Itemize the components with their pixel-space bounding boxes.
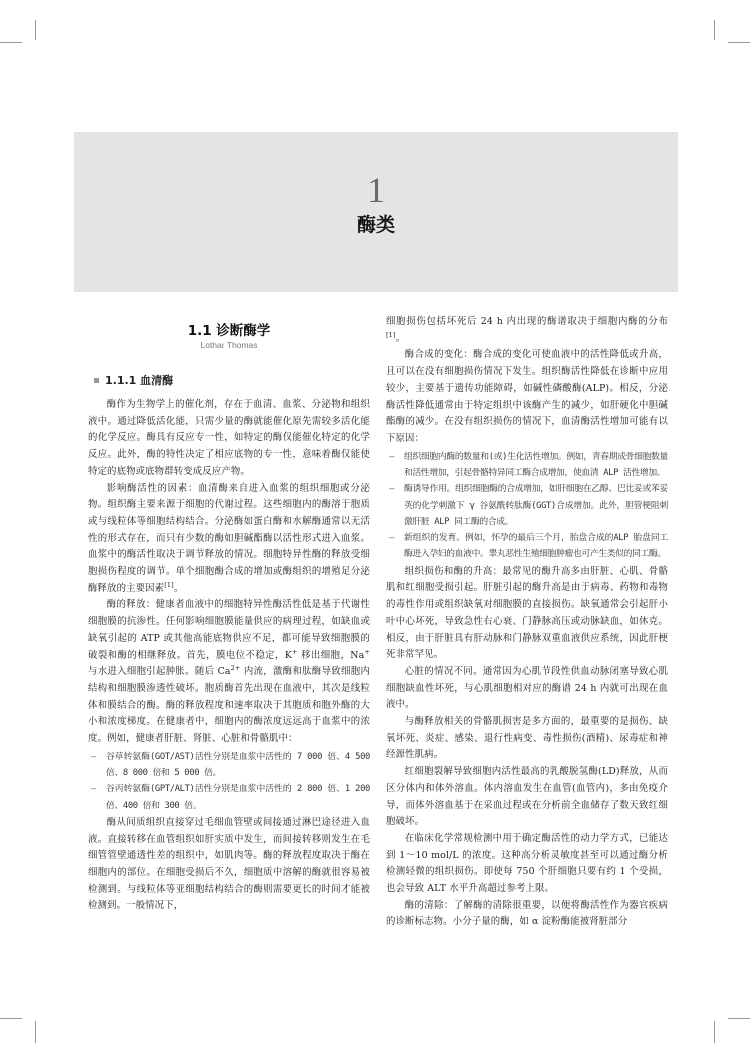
paragraph-text: 移出细胞，Na: [297, 649, 365, 661]
crop-mark: [0, 42, 22, 43]
crop-mark: [714, 1021, 715, 1043]
chapter-title: 酶类: [356, 214, 395, 236]
superscript: 2+: [230, 664, 241, 673]
paragraph: 心脏的情况不同。通常因为心肌节段性供血动脉闭塞导致心肌细胞缺血性坏死，与心肌细胞相对应的酶谱 24 h 内就可出现在血液中。: [386, 665, 668, 711]
crop-mark: [35, 1021, 36, 1043]
chapter-number: 1: [367, 170, 385, 210]
subsection-title: 1.1.1 血清酶: [105, 374, 174, 387]
paragraph: 在临床化学常规检测中用于确定酶活性的动力学方式，已能达到 1～10 mol/L 的浓度。这种高分析灵敏度甚至可以通过酶分析检测轻微的组织损伤。即使每 750 个肝细胞只要有约 1 个受损，也会导致 ALT 水平升高超过参考上限。: [386, 832, 668, 895]
paragraph: 酶从间质组织直接穿过毛细血管壁或间接通过淋巴途径进入血液。直接转移在血管组织如肝实质中发生，而间接转移则发生在毛细管管壁通透性差的组织中，如肌肉等。酶的释放程度取决于酶在细胞内的部位。在细胞受损后不久，细胞质中溶解的酶就很容易被检测到。与线粒体等亚细胞结构结合的酶则需要更长的时间才能被检测到。一般情况下，: [88, 816, 370, 912]
list-item: – 酶诱导作用。组织细胞酶的合成增加，如肝细胞在乙醇、巴比妥或苯妥英的化学刺激下 γ 谷氨酰转肽酶(GGT)合成增加。此外，胆管梗阻刺激肝脏 ALP 同工酶的合成。: [386, 481, 668, 530]
paragraph-text: 内流，激酶和肽酶导致细胞内结构和细胞膜渗透性破坏。胞质酶首先出现在血液中，其次是线粒体和膜结合的酶。酶的释放程度和速率取决于其胞质和胞外酶的大小和浓度梯度。在健康者中，细胞内的酶浓度远远高于血浆中的浓度。例如，健康者肝脏、肾脏、心脏和骨骼肌中：: [88, 666, 370, 745]
paragraph: 红细胞裂解导致细胞内活性最高的乳酸脱氢酶(LD)释放，从而区分体内和体外溶血。体内溶血发生在血管(血管内)，多由免疫介导，而体外溶血基于在采血过程或在分析前全血储存了数天致红细胞破坏。: [386, 766, 668, 828]
paragraph: [386, 314, 668, 347]
square-bullet-icon: [94, 378, 99, 383]
paragraph: [88, 597, 370, 747]
citation: [1]: [386, 330, 396, 339]
paragraph: [88, 481, 370, 598]
superscript: +: [364, 647, 370, 656]
crop-mark: [728, 42, 750, 43]
paragraph-text: 。: [173, 582, 184, 594]
chapter-banner: [74, 132, 678, 292]
crop-mark: [714, 20, 715, 40]
right-column: [386, 314, 668, 931]
paragraph: 组织损伤和酶的升高：最常见的酶升高多由肝脏、心肌、骨骼肌和红细胞受损引起。肝脏引起的酶升高是由于病毒、药物和毒物的毒性作用或组织缺氧对细胞膜的直接损伤。缺氧通常会引起肝小叶中心坏死，导致急性右心衰、门静脉高压或动脉缺血，如休克。相反，由于肝脏具有肝动脉和门静脉双重血液供应系统，因此肝梗死非常罕见。: [386, 565, 668, 661]
subsection-heading: [88, 373, 370, 389]
section-author: Lothar Thomas: [200, 340, 258, 350]
section-title: 1.1 诊断酶学: [187, 323, 271, 339]
paragraph: 酶合成的变化：酶合成的变化可使血液中的活性降低或升高，且可以在没有细胞损伤情况下发生。组织酶活性降低在诊断中应用较少，主要基于遗传功能障碍，如碱性磷酸酶(ALP)。相反，分泌酶活性降低通常由于特定组织中该酶产生的减少，如肝硬化中胆碱酯酶的减少。在没有组织损伤的情况下，血清酶活性增加可能有以下原因：: [386, 349, 668, 444]
crop-mark: [35, 20, 36, 40]
paragraph-text: 与水进入细胞引起肿胀。随后 Ca: [88, 666, 231, 678]
citation: [1]: [164, 580, 174, 589]
paragraph-text: 影响酶活性的因素：血清酶来自进入血浆的组织细胞或分泌物。组织酶主要来源于细胞的代谢过程。这些细胞内的酶溶于胞质或与线粒体等细胞结构结合。分泌酶如蛋白酶和水解酶通常以无活性的形式存在，而只有少数的酶如胆碱酯酶以活性形式进入血浆。血浆中的酶活性取决于调节释放的情况。细胞特异性酶的释放受细胞损伤程度的调节。单个细胞酶合成的增加或酶组织的增殖足分泌酶释放的主要因素: [88, 482, 370, 594]
paragraph-text: 细胞损伤包括坏死后 24 h 内出现的酶谱取决于细胞内酶的分布: [386, 316, 668, 327]
list-item: – 组织细胞内酶的数量和(或)生化活性增加。例如，青春期成骨细胞数量和活性增加，引起骨骼特异同工酶合成增加，使血清 ALP 活性增加。: [386, 449, 668, 482]
crop-mark: [728, 1018, 750, 1019]
paragraph-text: 。: [395, 332, 406, 344]
crop-mark: [0, 1018, 22, 1019]
list-item: – 谷丙转氨酶(GPT/ALT)活性分别是血浆中活性的 2 800 倍、1 200 倍、400 倍和 300 倍。: [88, 781, 370, 814]
superscript: +: [292, 647, 298, 656]
left-column: [88, 316, 370, 915]
paragraph-text: 酶的释放：健康者血液中的细胞特异性酶活性低是基于代谢性细胞膜的抗渗性。任何影响细胞膜能量供应的病理过程，如缺血或缺氧引起的 ATP 或其他高能底物供应不足，都可能导致细胞膜的破裂和酶的相继释放。首先，膜电位不稳定，K: [88, 599, 370, 661]
paragraph: 酶作为生物学上的催化剂，存在于血清、血浆、分泌物和组织液中。通过降低活化能，只需少量的酶就能催化原先需较多活化能的化学反应。酶具有反应专一性，如特定的酶仅能催化特定的化学反应。此外，酶的特性决定了相应底物的专一性，意味着酶仅能使特定的底物或底物群转变成反应产物。: [88, 399, 370, 477]
dash-list: [386, 449, 668, 563]
list-item: – 谷草转氨酶(GOT/AST)活性分别是血浆中活性的 7 000 倍、4 500 倍、8 000 倍和 5 000 倍。: [88, 749, 370, 782]
paragraph: 酶的清除：了解酶的清除很重要，以便将酶活性作为器官疾病的诊断标志物。小分子量的酶，如 α 淀粉酶能被肾脏部分: [386, 899, 668, 928]
dash-list: [88, 749, 370, 814]
list-item: – 新组织的发育。例如，怀孕的最后三个月，胎盘合成的ALP 胎盘同工酶进入孕妇的血液中。睾丸恶性生殖细胞肿瘤也可产生类似的同工酶。: [386, 530, 668, 563]
paragraph: 与酶释放相关的骨骼肌损害是多方面的，最重要的是损伤、缺氧坏死、炎症、感染、退行性病变、毒性损伤(酒精)、尿毒症和神经源性肌病。: [386, 716, 668, 761]
